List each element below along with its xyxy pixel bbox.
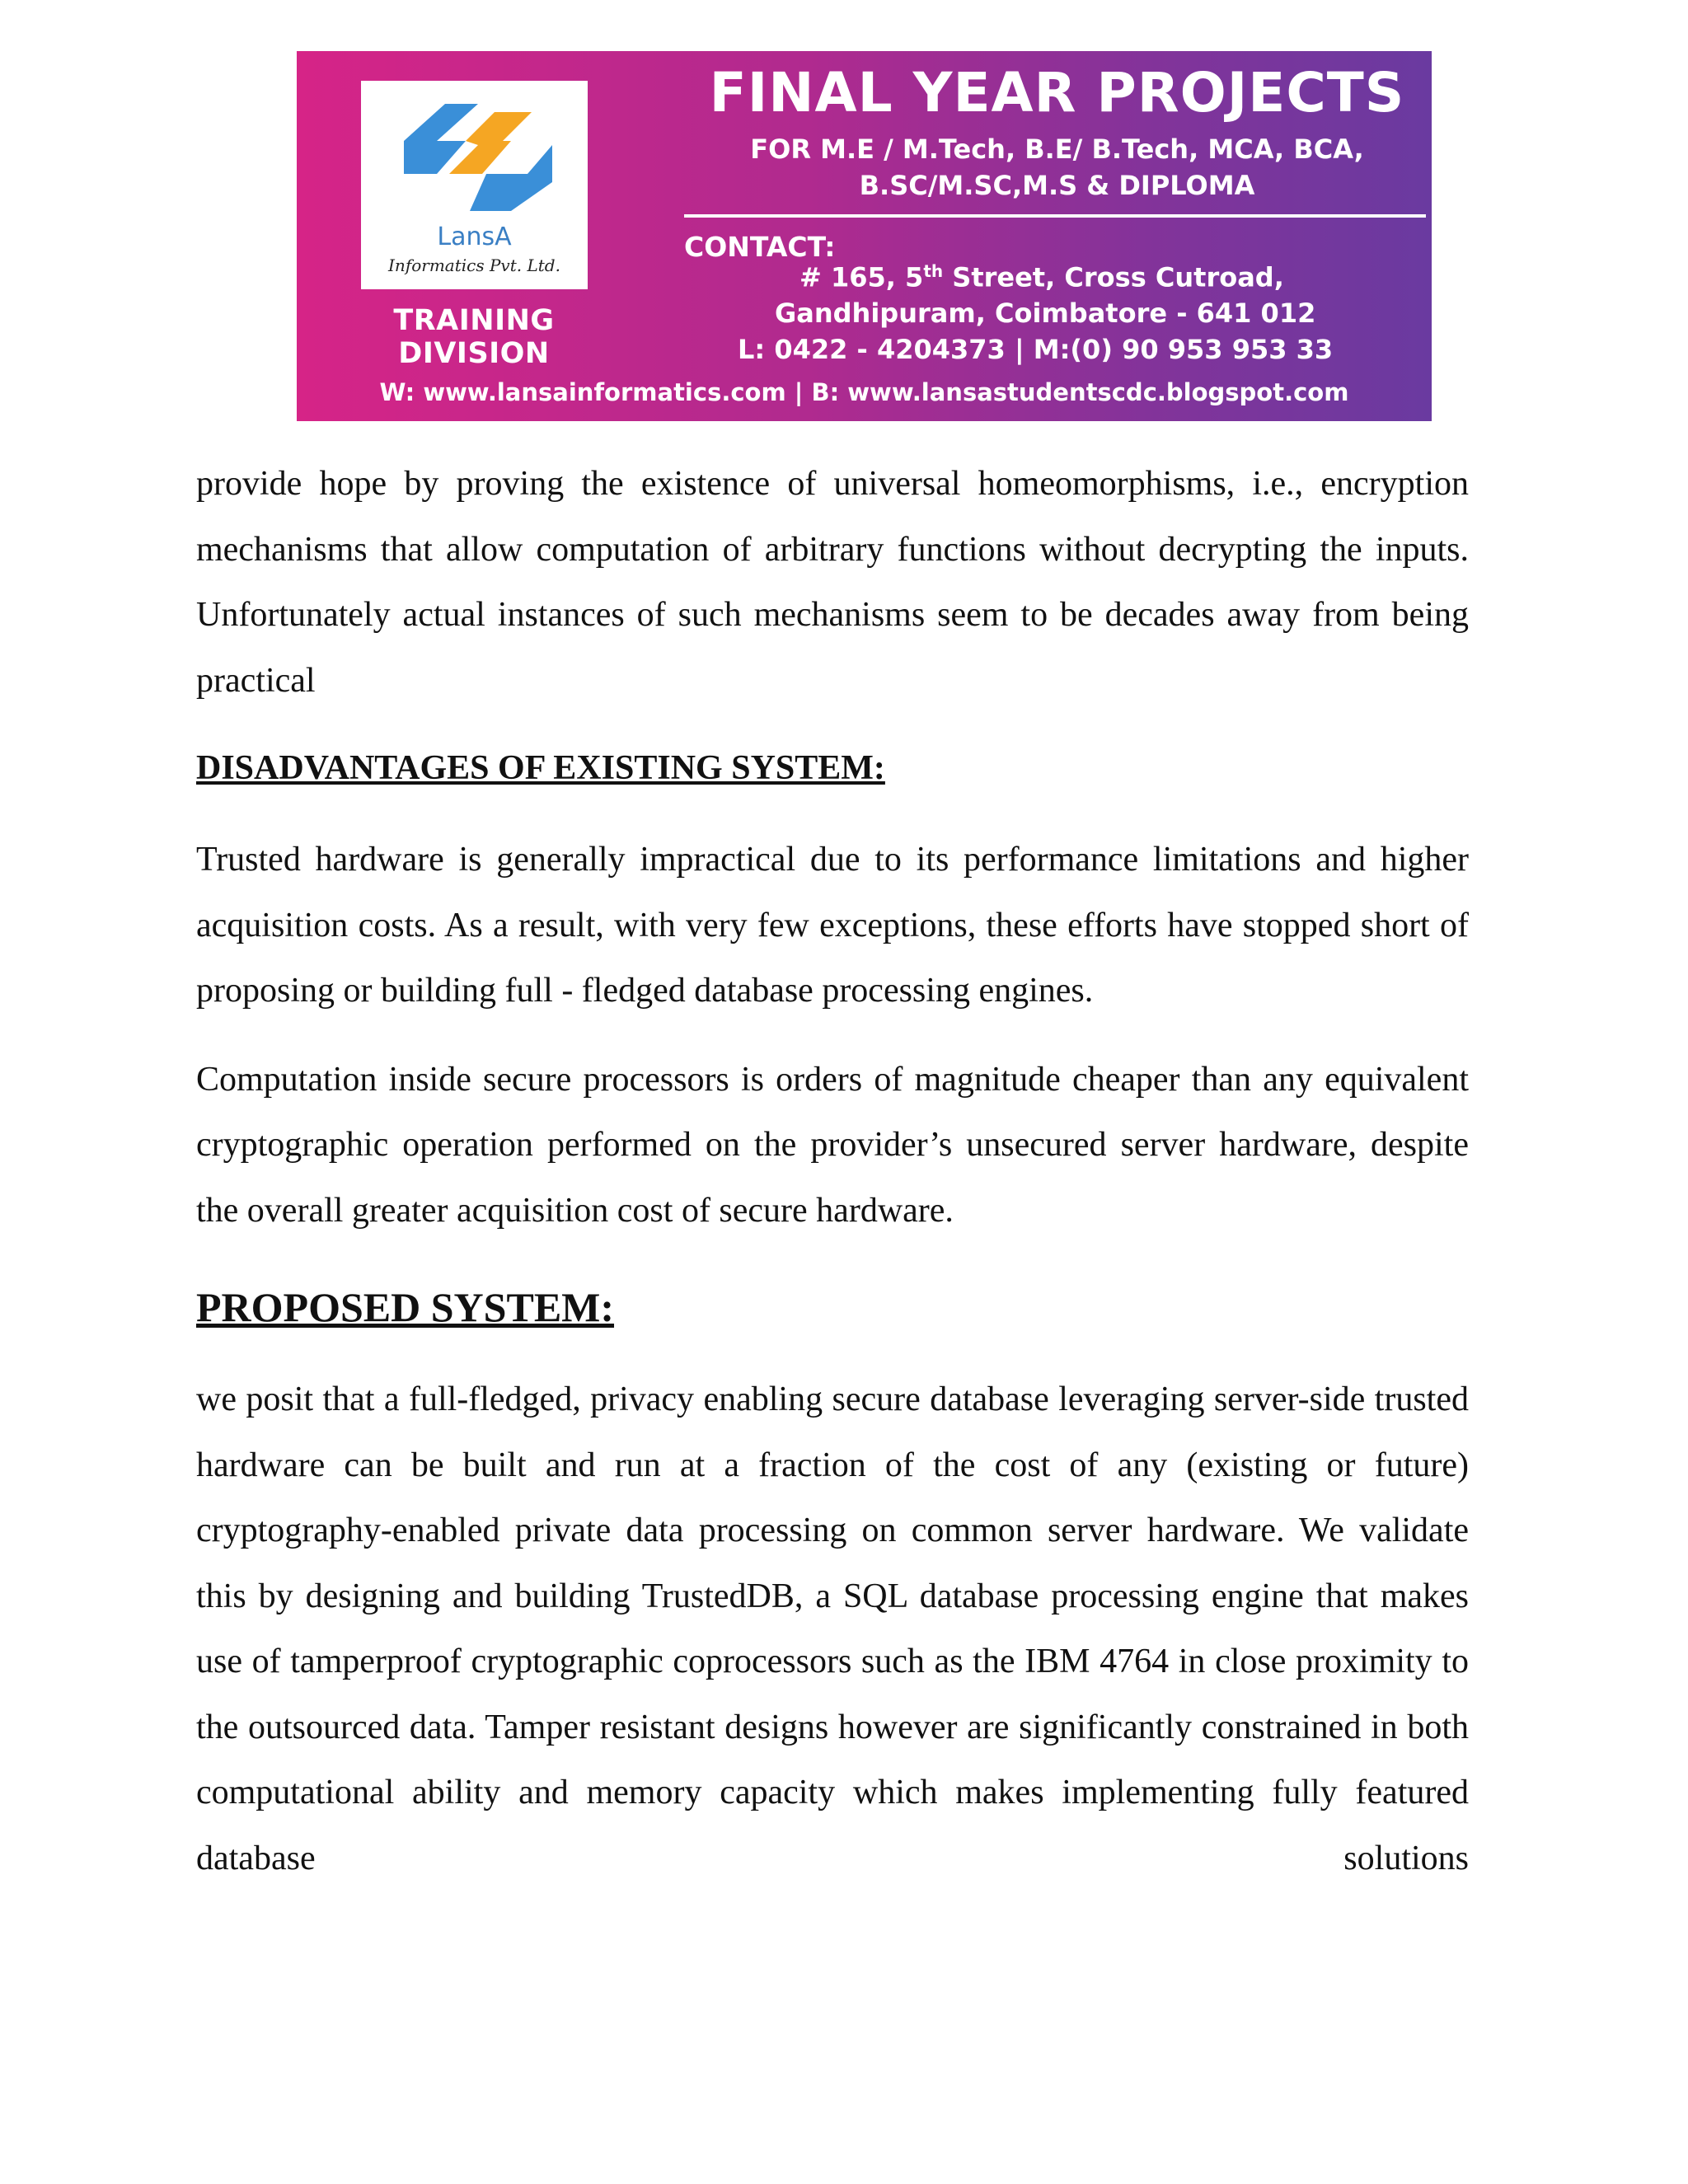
lansa-logo-icon: [387, 96, 560, 219]
intro-paragraph: provide hope by proving the existence of universal homeomorphisms, i.e., encryption mechanisms that allow computation of arbitrary functions without decrypting the inputs. Unfortunately actual instances of such mechanisms seem to be decades away from being practical: [196, 465, 1469, 700]
phone-line: L: 0422 - 4204373 | M:(0) 90 953 953 33: [738, 334, 1334, 365]
banner-divider: [684, 214, 1426, 218]
contact-label: CONTACT:: [684, 231, 836, 263]
banner-subtitle-line1: FOR M.E / M.Tech, B.E/ B.Tech, MCA, BCA,: [750, 134, 1364, 165]
address-line1: [799, 261, 1284, 293]
disadvantages-paragraph-2: Computation inside secure processors is orders of magnitude cheaper than any equivalent cryptographic operation performed on the provider’s unsecured server hardware, despite the overall greater acquisition cost of secure hardware.: [196, 1060, 1469, 1230]
logo-name: LansA: [437, 223, 512, 251]
disadvantages-heading: DISADVANTAGES OF EXISTING SYSTEM:: [196, 749, 885, 787]
address-line1-prefix: # 165, 5: [799, 261, 924, 293]
logo-subtitle: Informatics Pvt. Ltd.: [388, 255, 560, 275]
address-line1-sup: th: [923, 261, 944, 281]
banner-subtitle-line2: B.SC/M.SC,M.S & DIPLOMA: [859, 170, 1255, 201]
web-links: W: www.lansainformatics.com | B: www.lansastudentscdc.blogspot.com: [379, 378, 1349, 406]
proposed-system-heading: PROPOSED SYSTEM:: [196, 1284, 615, 1330]
address-line1-suffix: Street, Cross Cutroad,: [943, 261, 1284, 293]
banner-title: FINAL YEAR PROJECTS: [709, 61, 1405, 124]
disadvantages-paragraph-1: Trusted hardware is generally impractical due to its performance limitations and higher acquisition costs. As a result, with very few exceptions, these efforts have stopped short of proposing or building full - fledged database processing engines.: [196, 841, 1469, 1010]
header-banner: [297, 51, 1432, 421]
address-line2: Gandhipuram, Coimbatore - 641 012: [775, 298, 1316, 329]
proposed-system-paragraph: we posit that a full-fledged, privacy enabling secure database leveraging server-side trusted hardware can be built and run at a fraction of the cost of any (existing or future) cryptography-enabled private data processing on common server hardware. We validate this by designing and building TrustedDB, a SQL database processing engine that makes use of tamperproof cryptographic coprocessors such as the IBM 4764 in close proximity to the outsourced data. Tamper resistant designs however are significantly constrained in both computational ability and memory capacity which makes implementing fully featured database solutions: [196, 1380, 1469, 1877]
document-body: [196, 452, 1469, 1891]
company-logo: [361, 81, 588, 289]
training-division-label: TRAINING DIVISION: [393, 304, 555, 370]
